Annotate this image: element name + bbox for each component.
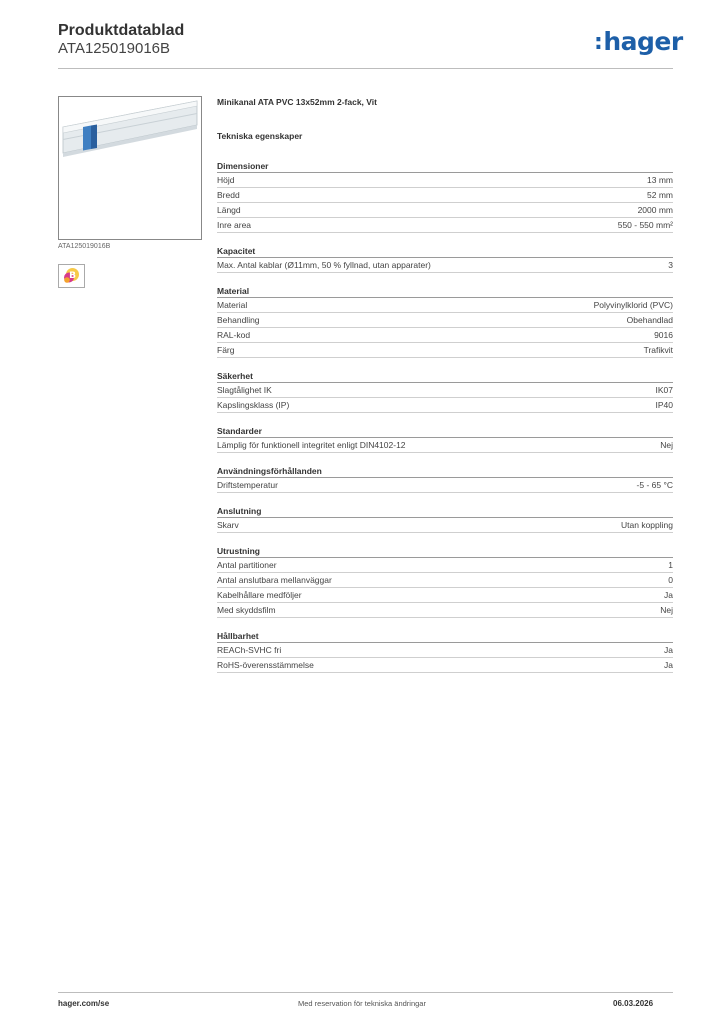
property-row — [217, 313, 673, 328]
product-reference: ATA125019016B — [58, 40, 171, 57]
property-label: Kapslingsklass (IP) — [217, 400, 290, 410]
property-label: Max. Antal kablar (Ø11mm, 50 % fyllnad, utan apparater) — [217, 260, 431, 270]
property-label: Kabelhållare medföljer — [217, 590, 302, 600]
property-value: 52 mm — [647, 190, 673, 200]
property-row — [217, 173, 673, 188]
property-section — [217, 285, 673, 358]
property-row — [217, 478, 673, 493]
property-value: Ja — [664, 590, 673, 600]
property-value: Utan koppling — [621, 520, 673, 530]
property-label: Inre area — [217, 220, 252, 230]
property-section — [217, 505, 673, 533]
property-value: 2000 mm — [637, 205, 673, 215]
cable-trunking-illustration — [59, 97, 201, 239]
property-value: -5 - 65 °C — [636, 480, 673, 490]
section-title: Användningsförhållanden — [217, 465, 673, 478]
property-value: 1 — [668, 560, 673, 570]
section-title: Material — [217, 285, 673, 298]
section-title: Utrustning — [217, 545, 673, 558]
badge-graphic — [59, 265, 84, 287]
property-row — [217, 558, 673, 573]
section-title: Hållbarhet — [217, 630, 673, 643]
property-label: Längd — [217, 205, 241, 215]
image-caption: ATA125019016B — [58, 243, 111, 250]
property-label: Lämplig för funktionell integritet enligt DIN4102-12 — [217, 440, 406, 450]
property-row — [217, 438, 673, 453]
property-label: Slagtålighet IK — [217, 385, 272, 395]
property-row — [217, 383, 673, 398]
property-value: Nej — [660, 605, 673, 615]
property-row — [217, 218, 673, 233]
product-image — [58, 96, 202, 240]
property-row — [217, 643, 673, 658]
footer-date: 06.03.2026 — [613, 999, 654, 1008]
section-title: Kapacitet — [217, 245, 673, 258]
property-label: Driftstemperatur — [217, 480, 278, 490]
property-value: IP40 — [655, 400, 673, 410]
page-title: Produktdatablad — [58, 22, 185, 39]
property-row — [217, 603, 673, 618]
property-label: Antal partitioner — [217, 560, 277, 570]
property-row — [217, 188, 673, 203]
footer-disclaimer: Med reservation för tekniska ändringar — [298, 999, 426, 1008]
property-value: Trafikvit — [643, 345, 673, 355]
property-section — [217, 630, 673, 673]
product-name: Minikanal ATA PVC 13x52mm 2-fack, Vit — [217, 97, 377, 107]
property-label: RoHS-överensstämmelse — [217, 660, 314, 670]
property-value: Polyvinylklorid (PVC) — [593, 300, 673, 310]
section-title: Standarder — [217, 425, 673, 438]
property-value: 550 - 550 mm² — [617, 220, 673, 230]
property-row — [217, 573, 673, 588]
property-value: Obehandlad — [626, 315, 673, 325]
hager-logo — [594, 27, 683, 56]
property-row — [217, 258, 673, 273]
property-row — [217, 343, 673, 358]
logo-text: hager — [603, 27, 683, 56]
property-label: Med skyddsfilm — [217, 605, 276, 615]
property-row — [217, 518, 673, 533]
property-label: Material — [217, 300, 248, 310]
environmental-badge-icon — [58, 264, 85, 288]
svg-text:B: B — [69, 271, 76, 281]
property-label: RAL-kod — [217, 330, 251, 340]
logo-dots-icon: : — [594, 30, 603, 55]
property-row — [217, 588, 673, 603]
footer-website: hager.com/se — [58, 999, 110, 1008]
property-value: Ja — [664, 660, 673, 670]
property-label: Färg — [217, 345, 235, 355]
property-row — [217, 398, 673, 413]
property-value: 9016 — [654, 330, 673, 340]
property-value: 3 — [668, 260, 673, 270]
property-section — [217, 545, 673, 618]
technical-properties-heading: Tekniska egenskaper — [217, 131, 303, 141]
property-section — [217, 425, 673, 453]
properties-sections — [217, 160, 673, 673]
property-value: Nej — [660, 440, 673, 450]
property-section — [217, 465, 673, 493]
datasheet-content — [217, 96, 673, 673]
property-value: IK07 — [655, 385, 673, 395]
property-label: Höjd — [217, 175, 235, 185]
property-section — [217, 245, 673, 273]
footer-divider — [58, 992, 673, 993]
property-row — [217, 203, 673, 218]
property-value: 0 — [668, 575, 673, 585]
property-label: Behandling — [217, 315, 260, 325]
section-title: Anslutning — [217, 505, 673, 518]
property-label: Skarv — [217, 520, 239, 530]
property-label: Bredd — [217, 190, 240, 200]
property-value: Ja — [664, 645, 673, 655]
section-title: Säkerhet — [217, 370, 673, 383]
property-value: 13 mm — [647, 175, 673, 185]
section-title: Dimensioner — [217, 160, 673, 173]
property-row — [217, 658, 673, 673]
header-divider — [58, 68, 673, 69]
property-section — [217, 160, 673, 233]
property-section — [217, 370, 673, 413]
property-row — [217, 328, 673, 343]
property-label: Antal anslutbara mellanväggar — [217, 575, 332, 585]
property-label: REACh-SVHC fri — [217, 645, 282, 655]
property-row — [217, 298, 673, 313]
